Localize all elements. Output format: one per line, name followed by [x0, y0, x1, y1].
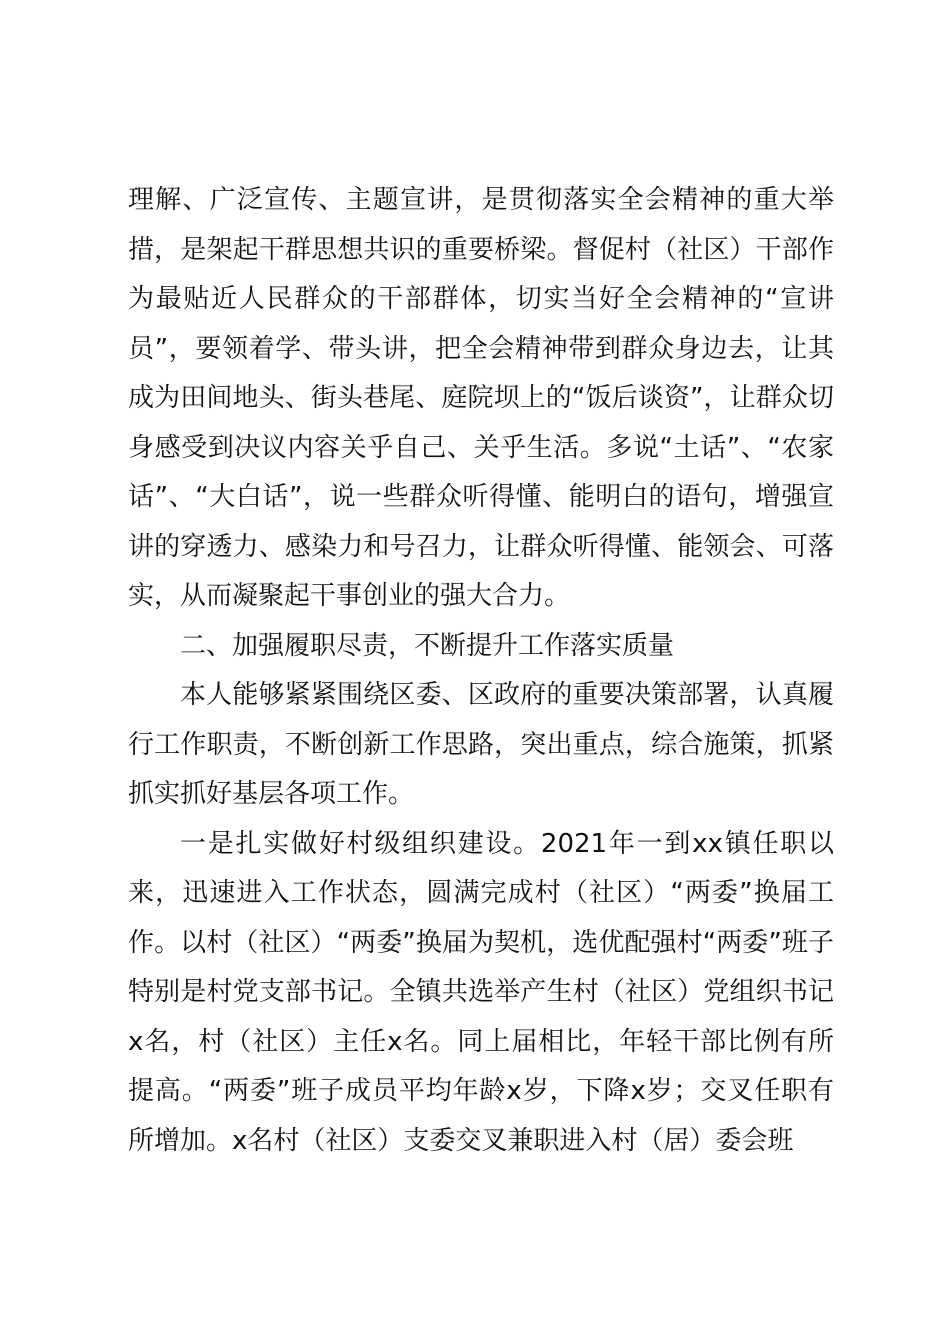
body-paragraph-2: 本人能够紧紧围绕区委、区政府的重要决策部署，认真履行工作职责，不断创新工作思路，突出重点，综合施策，抓紧抓实抓好基层各项工作。	[128, 680, 834, 809]
body-paragraph-3: 一是扎实做好村级组织建设。2021年一到xx镇任职以来，迅速进入工作状态，圆满完成村（社区）“两委”换届工作。以村（社区）“两委”换届为契机，选优配强村“两委”班子特别是村党支部书记。全镇共选举产生村（社区）党组织书记x名，村（社区）主任x名。同上届相比，年轻干部比例有所提高。“两委”班子成员平均年龄x岁，下降x岁；交叉任职有所增加。x名村（社区）支委交叉兼职进入村（居）委会班	[128, 828, 834, 1156]
document-body	[128, 176, 834, 1166]
section-heading-2: 二、加强履职尽责，不断提升工作落实质量	[180, 630, 675, 661]
body-paragraph-1: 理解、广泛宣传、主题宣讲，是贯彻落实全会精神的重大举措，是架起干群思想共识的重要桥梁。督促村（社区）干部作为最贴近人民群众的干部群体，切实当好全会精神的“宣讲员”，要领着学、带头讲，把全会精神带到群众身边去，让其成为田间地头、街头巷尾、庭院坝上的“饭后谈资”，让群众切身感受到决议内容关乎自己、关乎生活。多说“土话”、“农家话”、“大白话”，说一些群众听得懂、能明白的语句，增强宣讲的穿透力、感染力和号召力，让群众听得懂、能领会、可落实，从而凝聚起干事创业的强大合力。	[128, 185, 834, 611]
